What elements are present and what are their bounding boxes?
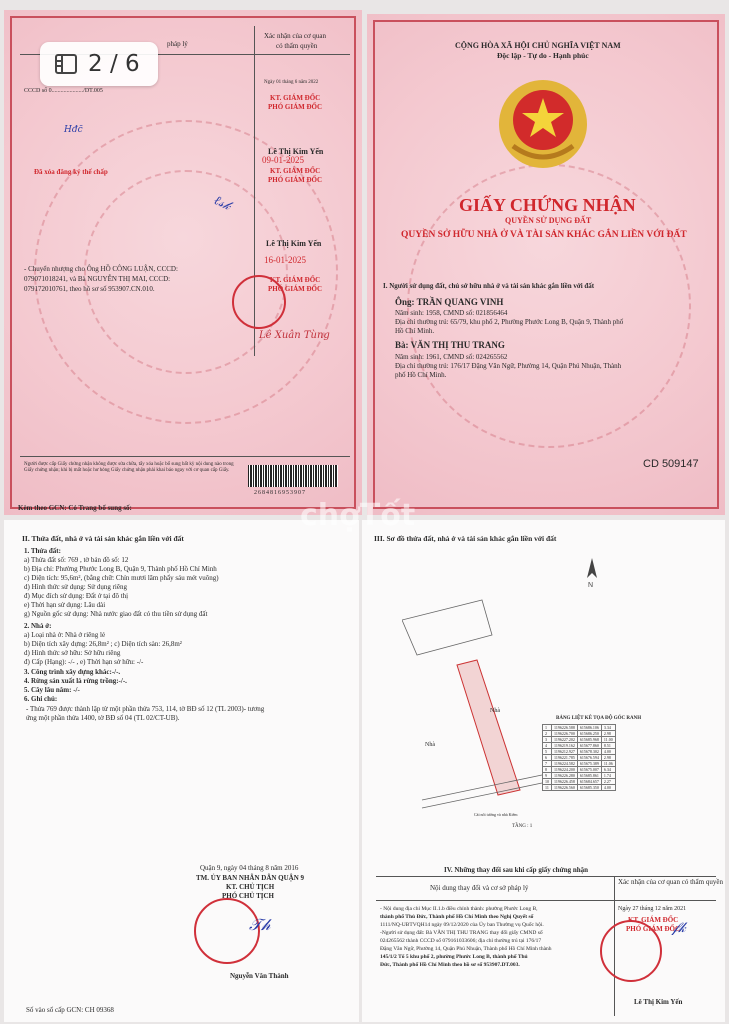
coordinate-table [542,724,616,791]
owner-1-info: Năm sinh: 1958, CMND số: 021856464 [395,309,508,317]
change-line-7: 145/1/2 Tổ 5 khu phố 2, phường Phước Long B, thành phố Thủ [380,954,528,960]
owner-1-name: Ông: TRẦN QUANG VINH [395,297,504,307]
label-nha-left: Nhà [425,742,435,748]
svg-text:N: N [588,582,594,588]
change-line-4: -Người sử dụng đất: Bà VĂN THỊ THU TRANG thay đổi giấy CMND số [380,930,543,936]
coordinate-cell: 1196227.202 [552,737,578,743]
land-origin: g) Nguồn gốc sử dụng: Nhà nước giao đất có thu tiền sử dụng đất [24,610,208,618]
coordinate-cell: 10 [543,779,552,785]
owner-2-address: Địa chỉ thường trú: 176/17 Đặng Văn Ngữ, Phường 14, Quận Phú Nhuận, Thành [395,362,622,370]
section-1-heading: I. Người sử dụng đất, chủ sở hữu nhà ở và tài sản khác gắn liền với đất [383,282,595,290]
change-line-3: 1111/NQ-UBTVQH14 ngày 09/12/2020 của Ủy ban Thường vụ Quốc hội. [380,922,544,928]
barcode-graphic [248,465,338,487]
signer-1: Lê Thị Kim Yến [268,147,324,156]
signer-2: Lê Thị Kim Yến [266,239,322,248]
header-basis: pháp lý [167,40,188,48]
owner-1-address: Địa chỉ thường trú: 65/79, khu phố 2, Phường Phước Long B, Quận 9, Thành phố [395,318,624,326]
coordinate-row [543,785,616,791]
kt-gd-3: KT. GIÁM ĐỐC [270,276,321,284]
other-construction: 3. Công trình xây dựng khác:-/-. [24,668,121,676]
map-and-changes-page [362,520,725,1022]
pho-gd-2: PHÓ GIÁM ĐỐC [268,176,323,184]
land-purpose: đ) Mục đích sử dụng: Đất ở tại đô thị [24,592,129,600]
section-3-heading: III. Sơ đồ thửa đất, nhà ở và tài sản khác gắn liền với đất [374,534,557,543]
certificate-subtitle-1: QUYỀN SỬ DỤNG ĐẤT [505,216,592,225]
coordinate-cell: 615685.861 [577,773,601,779]
transfer-note-2: 079071018241, và Bà NGUYỄN THỊ MAI, CCCD: [24,275,171,283]
barcode-number: 2684816953907 [254,490,306,496]
certificate-front-page [367,14,725,515]
handwritten-mark: Hđc̄ [64,125,83,135]
owner-1-address-2: Hồ Chí Minh. [395,327,435,335]
nation-motto: Độc lập - Tự do - Hạnh phúc [497,51,589,60]
coordinate-cell: 615677.860 [577,743,601,749]
note-1: - Thửa 769 được thành lập từ một phần thửa 753, 114, tờ BĐ số 12 (TL 2003)- tương [26,705,265,713]
coordinate-cell: 1196226.280 [552,773,578,779]
changes-col-content: Nội dung thay đổi và cơ sở pháp lý [430,884,529,892]
coordinate-cell: 11.06 [601,761,615,767]
pho-gd-3: PHÓ GIÁM ĐỐC [268,285,323,293]
coordinate-cell: 5 [543,749,552,755]
coordinate-cell: 615686.106 [577,725,601,731]
coordinate-cell: 615676.594 [577,755,601,761]
red-seal-stamp [232,275,286,329]
land-area: c) Diện tích: 95,6m², (bằng chữ: Chín mươi lăm phẩy sáu mét vuông) [24,574,219,582]
house-grade: đ) Cấp (Hạng): -/- , e) Thời hạn sở hữu: -/- [24,658,144,666]
pho-gd-1: PHÓ GIÁM ĐỐC [268,103,323,111]
signature-stroke-1: ℓ𝓈𝓀 [211,193,234,214]
notes-heading: 6. Ghi chú: [24,695,58,703]
serial-number: CD 509147 [643,458,699,470]
owner-2-name: Bà: VĂN THỊ THU TRANG [395,340,505,350]
coordinate-cell: 615675.389 [577,761,601,767]
chairman-signature: 𝒯𝒽 [249,915,271,934]
coordinate-cell: 1 [543,725,552,731]
change-line-5: 024265562 thành CCCD số 079161033606; địa chỉ thường trú tại 176/17 [380,938,542,944]
xoa-dang-ky: Đã xóa đăng ký thế chấp [34,168,108,176]
changes-table-top [376,876,716,877]
land-duration: e) Thời hạn sử dụng: Lâu dài [24,601,106,609]
kt-gd-2: KT. GIÁM ĐỐC [270,167,321,175]
coordinate-cell: 1196226.560 [552,785,578,791]
coordinate-cell: 11 [543,785,552,791]
coordinate-cell: 615678.302 [577,749,601,755]
footer-divider [20,456,350,457]
coordinate-cell: 6 [543,755,552,761]
road-label: Cái nối tường và nhà Kiếm [474,812,518,817]
house-type: a) Loại nhà ở: Nhà ở riêng lẻ [24,631,106,639]
change-line-8: Đức, Thành phố Hồ Chí Minh theo hồ sơ số 953907.DT.003. [380,962,520,968]
note-2: ứng một phần thửa 1400, tờ BĐ số 04 (TL 02/CT-UB). [26,714,180,722]
parcel-sketch [402,590,552,820]
coordinate-cell: 4 [543,743,552,749]
house-area: b) Diện tích xây dựng: 26,8m² ; c) Diện tích sàn: 26,8m² [24,640,182,648]
coordinate-cell: 1196226.588 [552,725,578,731]
coordinate-cell: 8.51 [601,743,615,749]
coordinate-cell: 9 [543,773,552,779]
coordinate-cell: 3 [543,737,552,743]
label-nha-right: Nhà [490,708,500,714]
section-2-heading: II. Thửa đất, nhà ở và tài sản khác gắn liền với đất [22,534,184,543]
certificate-subtitle-2: QUYỀN SỞ HỮU NHÀ Ở VÀ TÀI SẢN KHÁC GẮN LIỀN VỚI ĐẤT [401,230,687,240]
chotot-watermark: chợTốt [300,498,416,533]
coordinate-cell: 1196224.582 [552,761,578,767]
coordinate-cell: 1196212.927 [552,749,578,755]
change-line-1: - Nội dung địa chỉ Mục II.1.b điều chỉnh thành: phường Phước Long B, [380,906,538,912]
coordinate-cell: 2 [543,731,552,737]
change-line-2: thành phố Thủ Đức, Thành phố Hồ Chí Minh theo Nghị Quyết số [380,914,534,920]
certificate-title: GIẤY CHỨNG NHẬN [459,195,636,215]
issue-date: Quận 9, ngày 04 tháng 8 năm 2016 [200,864,299,872]
coordinate-cell: 3.34 [601,725,615,731]
coordinate-cell: 2.98 [601,731,615,737]
national-emblem [495,76,591,172]
confirm-signature: 𝒻𝓀 [672,920,686,936]
chairman-name: Nguyễn Văn Thành [230,972,289,980]
changes-table-header-line [376,900,716,901]
confirm-pho: PHÓ GIÁM ĐỐC [626,925,681,933]
coordinate-cell: 1196221.785 [552,755,578,761]
production-forest: 4. Rừng sản xuất là rừng trồng:-/-. [24,677,127,685]
issuing-authority: TM. ỦY BAN NHÂN DÂN QUẬN 9 [196,874,305,882]
confirm-kt: KT. GIÁM ĐỐC [628,916,679,924]
coordinate-cell: 615686.250 [577,731,601,737]
red-seal-stamp [600,920,662,982]
coordinate-cell: 2.98 [601,755,615,761]
coordinate-cell: 8 [543,767,552,773]
coordinate-cell: 615684.657 [577,779,601,785]
confirm-signer: Lê Thị Kim Yến [634,998,683,1006]
chairman-kt: KT. CHỦ TỊCH [226,883,275,891]
ccc-line: CCCD số 0...................../DT.005 [24,88,103,94]
coordinate-cell: 4.00 [601,785,615,791]
coordinate-cell: 1196226.458 [552,779,578,785]
section-4-heading: IV. Những thay đổi sau khi cấp giấy chứng nhận [444,866,589,874]
date-3: 16-01-2025 [264,255,306,265]
signer-3: Lê Xuân Tùng [259,330,330,341]
header-cert-2: có thẩm quyền [276,42,318,50]
dated-1: Ngày 01 tháng 6 năm 2022 [264,80,319,85]
date-2: 09-01-2025 [262,155,304,165]
owner-2-info: Năm sinh: 1961, CMND số: 024265562 [395,353,508,361]
land-use-form: d) Hình thức sử dụng: Sử dụng riêng [24,583,127,591]
transfer-note-3: 079172010761, theo hồ sơ số 953907.CN.010. [24,285,155,293]
land-parcel: a) Thửa đất số: 769 , tờ bản đồ số: 12 [24,556,129,564]
header-cert: Xác nhận của cơ quan [264,32,327,40]
perennial-trees: 5. Cây lâu năm: -/- [24,686,80,694]
land-address: b) Địa chỉ: Phường Phước Long B, Quận 9, Thành phố Hồ Chí Minh [24,565,217,573]
coordinate-cell: 6.34 [601,767,615,773]
coordinate-cell: 4.00 [601,749,615,755]
coordinate-cell: 615675.007 [577,767,601,773]
coordinate-cell: 1196219.162 [552,743,578,749]
north-arrow-icon [582,558,602,588]
page-counter-badge[interactable] [40,42,158,86]
kt-gd-1: KT. GIÁM ĐỐC [270,94,321,102]
house-heading: 2. Nhà ở: [24,622,52,630]
page-counter: 2 / 6 [88,51,140,77]
coordinate-table-title: BẢNG LIỆT KÊ TỌA ĐỘ GÓC RANH [556,716,642,721]
registry-number: Số vào sổ cấp GCN: CH 09368 [26,1006,114,1014]
owner-2-address-2: phố Hồ Chí Minh. [395,371,447,379]
changes-col-confirm: Xác nhận của cơ quan có thẩm quyền [618,878,723,886]
coordinate-cell: 1.74 [601,773,615,779]
coordinate-cell: 1196226.700 [552,731,578,737]
coordinate-cell: 615685.968 [577,737,601,743]
land-heading: 1. Thửa đất: [24,547,61,555]
coordinate-cell: 2.27 [601,779,615,785]
transfer-note: - Chuyển nhượng cho Ông HỒ CÔNG LUẬN, CCCD: [24,265,178,273]
nation-name: CỘNG HÒA XÃ HỘI CHỦ NGHĨA VIỆT NAM [455,41,621,50]
kem-theo: Kèm theo GCN: Có Trang bổ sung số: [18,504,132,512]
house-ownership: d) Hình thức sở hữu: Sở hữu riêng [24,649,121,657]
coordinate-cell: 7 [543,761,552,767]
footer-warning: Người được cấp Giấy chứng nhận không được sửa chữa, tẩy xóa hoặc bổ sung bất kỳ nội dung nào trong Giấy chứng nhận; khi bị mất hoặc hư hỏng Giấy chứng nhận phải khai báo ngay với cơ quan cấp Giấy. [24,462,234,474]
confirm-date: Ngày 27 tháng 12 năm 2021 [618,906,687,912]
floor-label: TẦNG : 1 [512,824,533,829]
vice-chairman: PHÓ CHỦ TỊCH [222,892,274,900]
land-details-page [4,520,359,1022]
coordinate-cell: 1196224.200 [552,767,578,773]
gallery-icon [54,52,78,76]
coordinate-cell: 615685.350 [577,785,601,791]
coordinate-cell: 11.00 [601,737,615,743]
change-line-6: Đặng Văn Ngữ, Phường 14, Quận Phú Nhuận, Thành phố Hồ Chí Minh thành [380,946,552,952]
